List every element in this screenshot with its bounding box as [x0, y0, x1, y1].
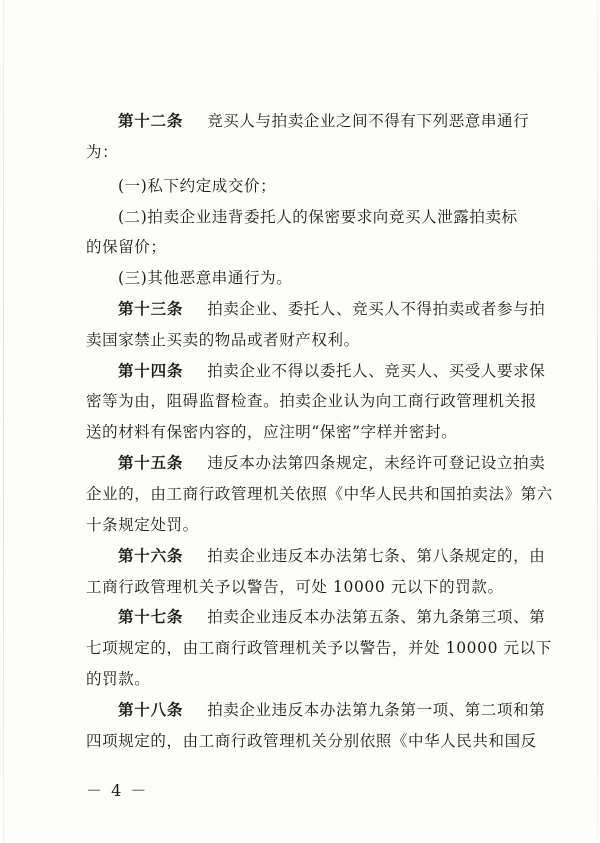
article-14-text-3: 送的材料有保密内容的，应注明“保密”字样并密封。 [86, 423, 458, 441]
article-15-text-2: 企业的，由工商行政管理机关依照《中华人民共和国拍卖法》第六 [86, 485, 553, 503]
article-17-text-1: 拍卖企业违反本办法第五条、第九条第三项、第 [207, 608, 546, 626]
article-17-text-3: 的罚款。 [86, 670, 151, 688]
article-17-first-line [118, 607, 545, 627]
article-12-text-1: 竞买人与拍卖企业之间不得有下列恶意串通行 [207, 112, 530, 130]
article-15-heading: 第十五条 [118, 454, 184, 472]
article-15-first-line [118, 453, 545, 473]
article-14-heading: 第十四条 [118, 362, 184, 380]
article-18-text-2: 四项规定的，由工商行政管理机关分别依照《中华人民共和国反 [86, 732, 537, 750]
scan-edge-left [3, 0, 4, 843]
article-12-text-3: (一)私下约定成交价； [118, 177, 277, 195]
article-13-heading: 第十三条 [118, 300, 184, 318]
article-12-first-line [118, 111, 529, 131]
article-12-text-6: (三)其他恶意串通行为。 [118, 269, 293, 287]
scan-edge-right [597, 0, 598, 843]
article-16-heading: 第十六条 [118, 547, 184, 565]
article-16-first-line [118, 546, 545, 566]
article-17-heading: 第十七条 [118, 608, 184, 626]
article-15-text-1: 违反本办法第四条规定，未经许可登记设立拍卖 [207, 454, 546, 472]
article-13-text-1: 拍卖企业、委托人、竞买人不得拍卖或者参与拍 [207, 300, 546, 318]
article-18-heading: 第十八条 [118, 701, 184, 719]
article-17-text-2: 七项规定的，由工商行政管理机关予以警告，并处 10000 元以下 [86, 639, 552, 657]
article-18-first-line [118, 700, 545, 720]
article-18-text-1: 拍卖企业违反本办法第九条第一项、第二项和第 [207, 701, 546, 719]
article-12-heading: 第十二条 [118, 112, 184, 130]
article-14-text-1: 拍卖企业不得以委托人、竞买人、买受人要求保 [207, 362, 546, 380]
article-12-text-2: 为： [86, 143, 119, 161]
article-12-text-5: 的保留价； [86, 238, 167, 256]
article-16-text-2: 工商行政管理机关予以警告，可处 10000 元以下的罚款。 [86, 578, 504, 596]
article-14-first-line [118, 361, 545, 381]
article-14-text-2: 密等为由，阻碍监督检查。拍卖企业认为向工商行政管理机关报 [86, 392, 537, 410]
article-13-text-2: 卖国家禁止买卖的物品或者财产权利。 [86, 331, 360, 349]
article-13-first-line [118, 299, 545, 319]
article-15-text-3: 十条规定处罚。 [86, 516, 199, 534]
page-number: － 4 － [86, 781, 149, 800]
article-12-text-4: (二)拍卖企业违背委托人的保密要求向竞买人泄露拍卖标 [118, 208, 518, 226]
article-16-text-1: 拍卖企业违反本办法第七条、第八条规定的，由 [207, 547, 546, 565]
